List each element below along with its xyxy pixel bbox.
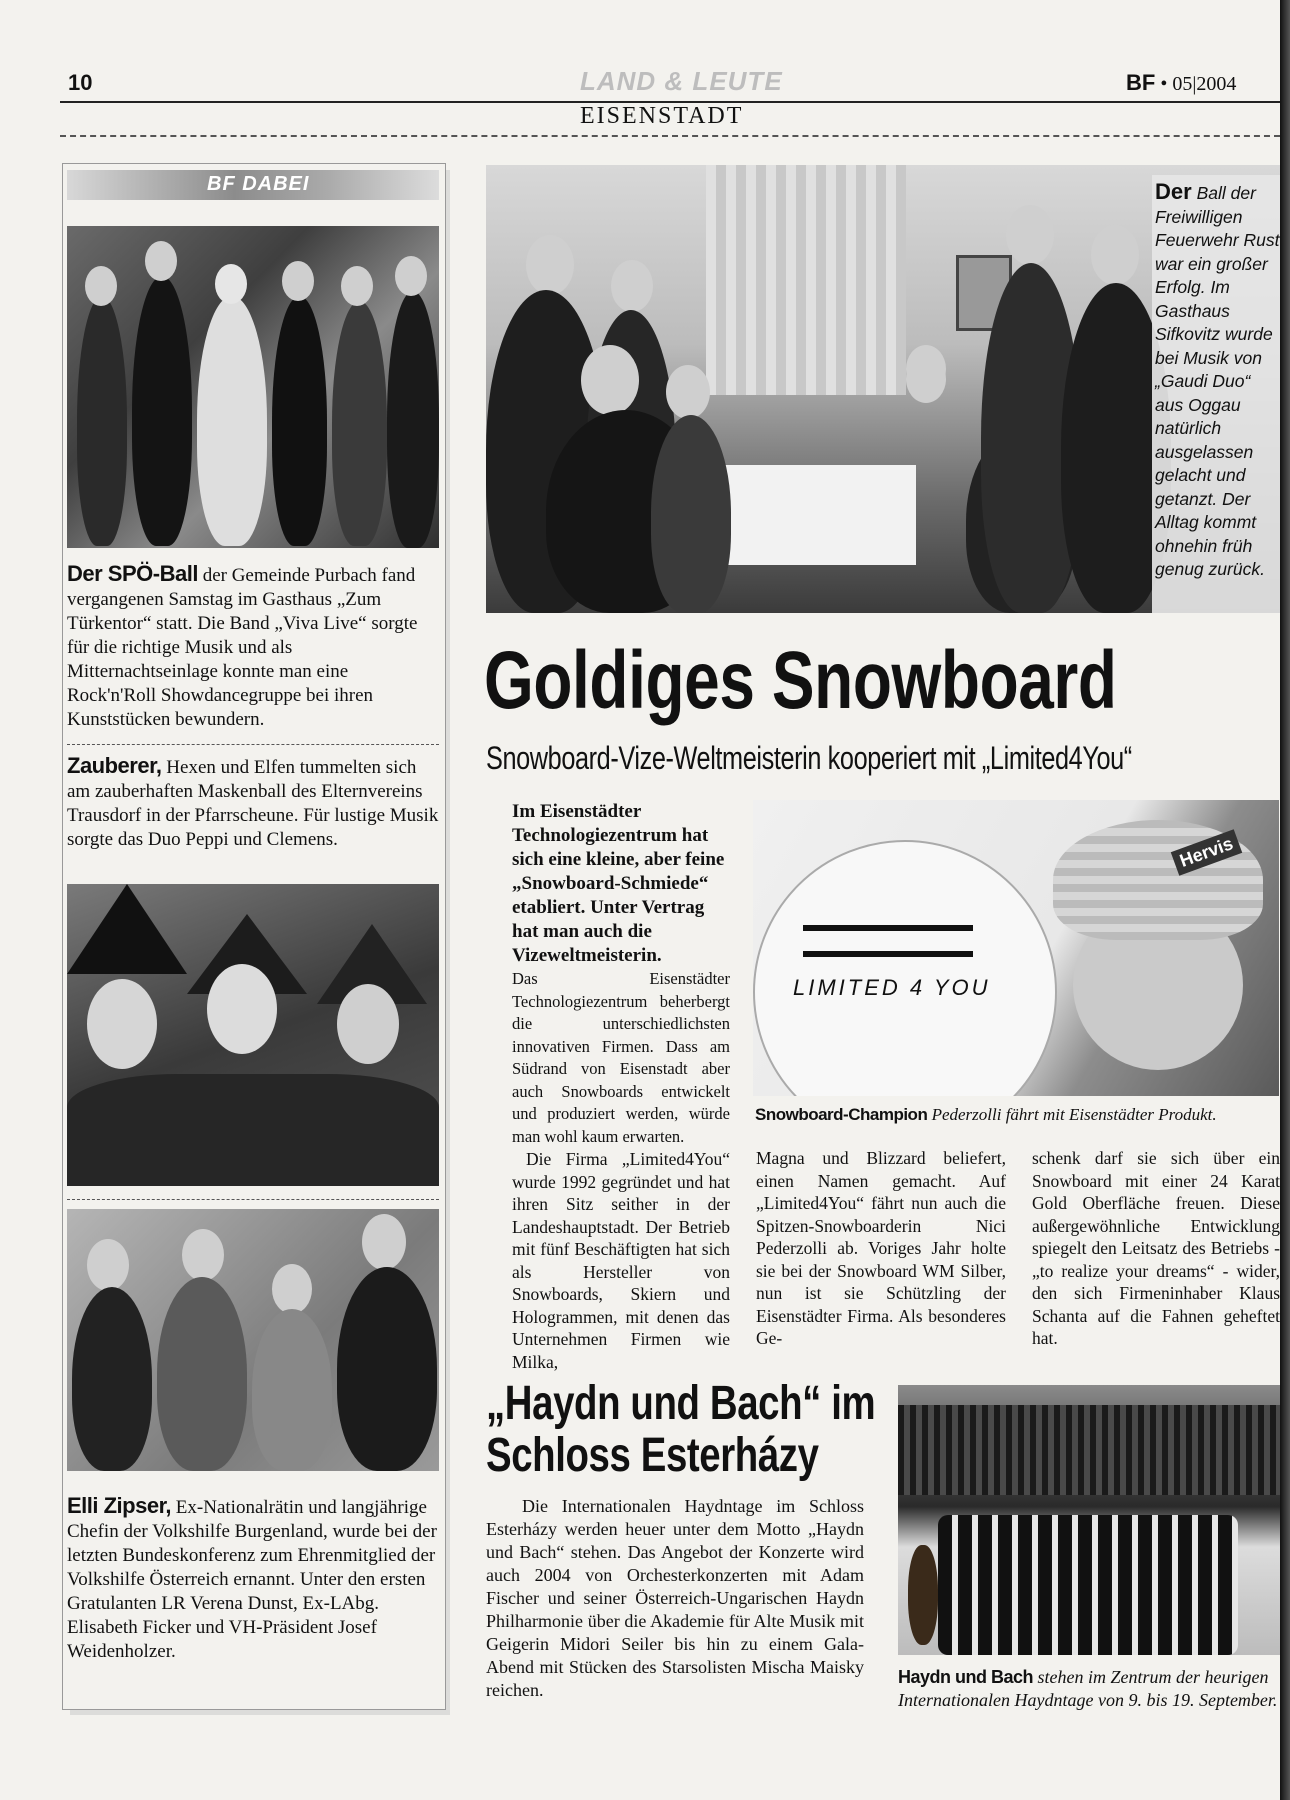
sidebar-divider-1 <box>67 744 439 745</box>
subsection-title: EISENSTADT <box>580 103 744 129</box>
snowboard-photo <box>753 800 1279 1096</box>
snowboard-caption-keyword: Snowboard-Champion <box>755 1105 928 1124</box>
maskenball-photo <box>67 884 439 1186</box>
article2-headline-line2: Schloss Esterházy <box>486 1429 819 1482</box>
elli-zipser-keyword: Elli Zipser, <box>67 1493 172 1518</box>
article1-subhead: Snowboard-Vize-Weltmeisterin kooperiert mit „Limited4You“ <box>486 740 1132 776</box>
section-title: LAND & LEUTE <box>580 66 783 96</box>
article1-col1-para2: Die Firma „Limited4You“ wurde 1992 gegründet und hat ihren Sitz seither in der Landeshauptstadt. Der Betrieb mit fünf Beschäftigten hat sich als Hersteller von Snowboards, Skiern und Hologrammen, mit denen das Unternehmen Firmen wie Milka, <box>512 1149 730 1372</box>
article1-col1-para1: Das Eisenstädter Technologiezentrum beherbergt die unterschiedlichsten innovativen Firmen. Dass am Südrand von Eisenstadt aber auch Snowboards entwickelt und produziert werden, würde man wohl kaum erwarten. <box>512 969 730 1146</box>
issue-number: 05|2004 <box>1172 73 1237 95</box>
elli-zipser-caption <box>67 1494 439 1664</box>
article1-headline: Goldiges Snowboard <box>484 635 1117 726</box>
spoe-ball-text: der Gemeinde Purbach fand vergangenen Samstag im Gasthaus „Zum Türkentor“ statt. Die Band „Viva Live“ sorgte für die richtige Musik und als Mitternachtseinlage konnte man eine Rock'n'Roll Showdancegruppe bei ihren Kunststücken bewundern. <box>67 565 418 730</box>
article1-column3: schenk darf sie sich über ein Snowboard mit einer 24 Karat Gold Oberfläche freuen. Diese außergewöhnliche Entwicklung spiegelt den Leitsatz des Betriebs - „to realize your dreams“ - wider, den sich Firmeninhaber Klaus Schanta auf die Fahnen geheftet hat. <box>1032 1148 1280 1348</box>
spoe-ball-caption <box>67 562 439 732</box>
feuerwehr-keyword: Der <box>1155 179 1192 204</box>
board-logo-mark-icon <box>803 925 973 957</box>
sidebar-divider-2 <box>67 1199 439 1200</box>
spoe-ball-keyword: Der SPÖ-Ball <box>67 561 198 586</box>
zauberer-text: Hexen und Elfen tummelten sich am zauberhaften Maskenball des Elternvereins Trausdorf in der Pfarrscheune. Für lustige Musik sorgte das Duo Peppi und Clemens. <box>67 757 439 850</box>
haydn-caption-keyword: Haydn und Bach <box>898 1667 1034 1687</box>
volkshilfe-photo <box>67 1209 439 1471</box>
haydn-photo-caption <box>898 1666 1278 1712</box>
article1-column2: Magna und Blizzard beliefert, einen Namen gemacht. Auf „Limited4You“ fährt nun auch die Spitzen-Snowboarderin Nici Pederzolli ab. Voriges Jahr holte sie bei der Snowboard WM Silber, nun ist sie Schützling der Eisenstädter Firma. Als besonderes Ge- <box>756 1148 1006 1348</box>
snowboard-logo: LIMITED 4 YOU <box>793 975 991 1000</box>
bullet: • <box>1160 73 1173 95</box>
publication-info <box>1126 70 1236 96</box>
article1-lead: Im Eisenstädter Technologiezentrum hat sich eine kleine, aber feine „Snowboard-Schmiede“ etabliert. Unter Vertrag hat man auch die Vizeweltmeisterin. <box>512 801 725 966</box>
article2-headline-line1: „Haydn und Bach“ im <box>486 1377 876 1430</box>
page-number: 10 <box>68 70 93 95</box>
sidebar <box>62 163 446 1710</box>
elli-zipser-text: Ex-Nationalrätin und langjährige Chefin der Volkshilfe Burgenland, wurde bei der letzten Bundeskonferenz zum Ehrenmitglied der Volkshilfe Österreich ernannt. Unter den ersten Gratulanten LR Verena Dunst, Ex-LAbg. Elisabeth Ficker und VH-Präsident Josef Weidenholzer. <box>67 1497 437 1662</box>
header-dashed-divider <box>60 135 1280 137</box>
feuerwehr-caption <box>1155 180 1280 582</box>
publication-logo: BF <box>1126 70 1156 95</box>
article2-body: Die Internationalen Haydntage im Schloss Esterházy werden heuer unter dem Motto „Haydn und Bach“ stehen. Das Angebot der Konzerte wird auch 2004 von Orchesterkonzerten mit Adam Fischer und seiner Österreich-Ungarischen Haydn Philharmonie über die Akademie für Alte Musik mit Geigerin Midori Seiler bis hin zu einem Gala-Abend mit Stücken des Starsolisten Mischa Maisky reichen. <box>486 1496 864 1700</box>
feuerwehr-text: Ball der Freiwilligen Feuerwehr Rust war ein großer Erfolg. Im Gasthaus Sifkovitz wurde bei Musik von „Gaudi Duo“ aus Oggau natürlich ausgelassen gelacht und getanzt. Der Alltag kommt ohnehin früh genug zurück. <box>1155 183 1280 579</box>
snowboard-caption-text: Pederzolli fährt mit Eisenstädter Produkt. <box>931 1105 1217 1124</box>
sidebar-label-banner <box>67 170 439 200</box>
haydn-caption-text: stehen im Zentrum der heurigen Internationalen Haydntage von 9. bis 19. September. <box>898 1667 1278 1710</box>
spoe-ball-photo <box>67 226 439 548</box>
page-edge <box>1280 0 1290 1800</box>
zauberer-caption <box>67 754 439 852</box>
cap-logo: Hervis <box>1171 829 1243 875</box>
article1-column1 <box>512 968 730 1373</box>
snowboard-photo-caption <box>755 1104 1285 1126</box>
haydn-orchestra-photo <box>898 1385 1280 1655</box>
zauberer-keyword: Zauberer, <box>67 753 162 778</box>
article2-headline <box>486 1378 875 1482</box>
sidebar-label: BF DABEI <box>207 173 310 195</box>
